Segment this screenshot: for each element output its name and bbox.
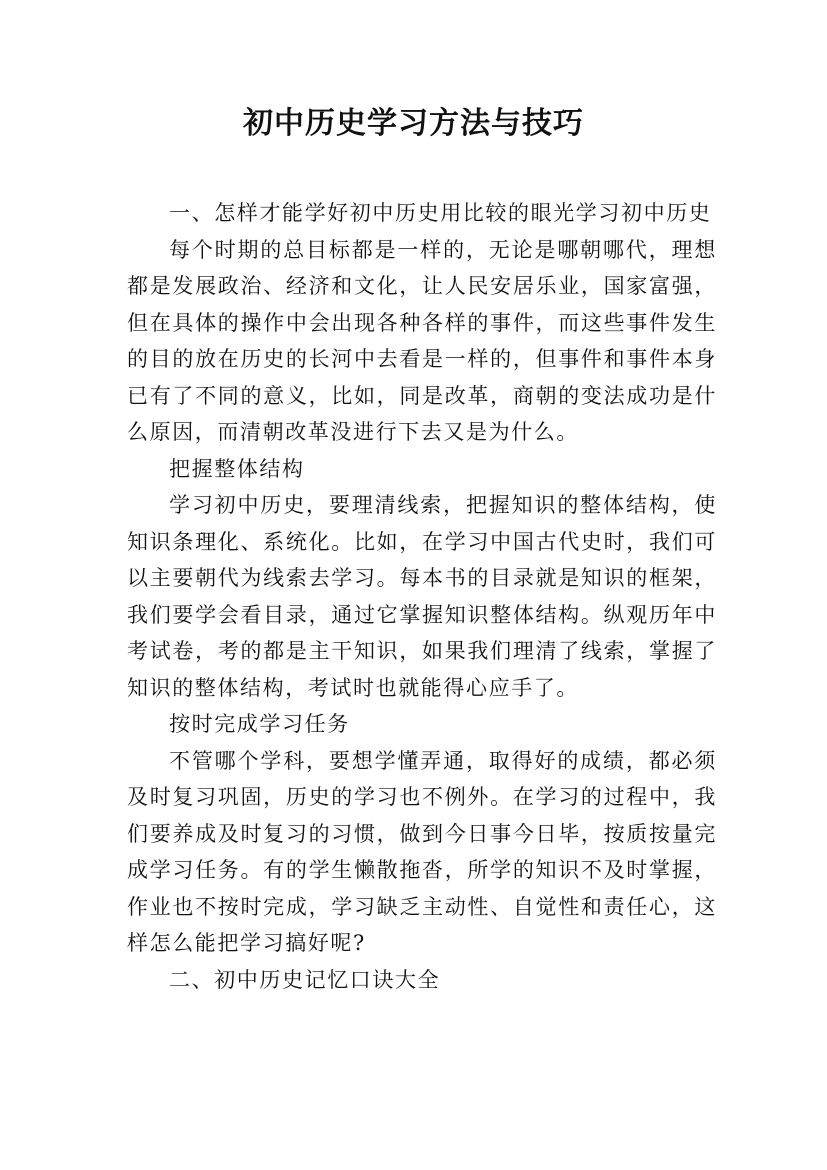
- section-heading-2: 把握整体结构: [169, 456, 305, 481]
- paragraph-1: 每个时期的总目标都是一样的，无论是哪朝哪代，理想都是发展政治、经济和文化，让人民安居乐业，国家富强，但在具体的操作中会出现各种各样的事件，而这些事件发生的目的放在历史的长河中去看是一样的，但事件和事件本身已有了不同的意义，比如，同是改革，商朝的变法成功是什么原因，而清朝改革没进行下去又是为什么。: [127, 237, 717, 444]
- section-heading-1: 一、怎样才能学好初中历史用比较的眼光学习初中历史: [169, 201, 712, 225]
- section-heading-4: 二、初中历史记忆口诀大全: [169, 967, 441, 992]
- paragraph-3: 不管哪个学科，要想学懂弄通，取得好的成绩，都必须及时复习巩固，历史的学习也不例外。在学习的过程中，我们要养成及时复习的习惯，做到今日事今日毕，按质按量完成学习任务。有的学生懒散拖沓，所学的知识不及时掌握，作业也不按时完成，学习缺乏主动性、自觉性和责任心，这样怎么能把学习搞好呢?: [127, 748, 717, 955]
- paragraph-2: 学习初中历史，要理清线索，把握知识的整体结构，使知识条理化、系统化。比如，在学习中国古代史时，我们可以主要朝代为线索去学习。每本书的目录就是知识的框架，我们要学会看目录，通过它掌握知识整体结构。纵观历年中考试卷，考的都是主干知识，如果我们理清了线索，掌握了知识的整体结构，考试时也就能得心应手了。: [127, 493, 717, 700]
- document-body: [127, 195, 717, 998]
- document-title: 初中历史学习方法与技巧: [243, 106, 584, 141]
- section-heading-3: 按时完成学习任务: [169, 712, 350, 736]
